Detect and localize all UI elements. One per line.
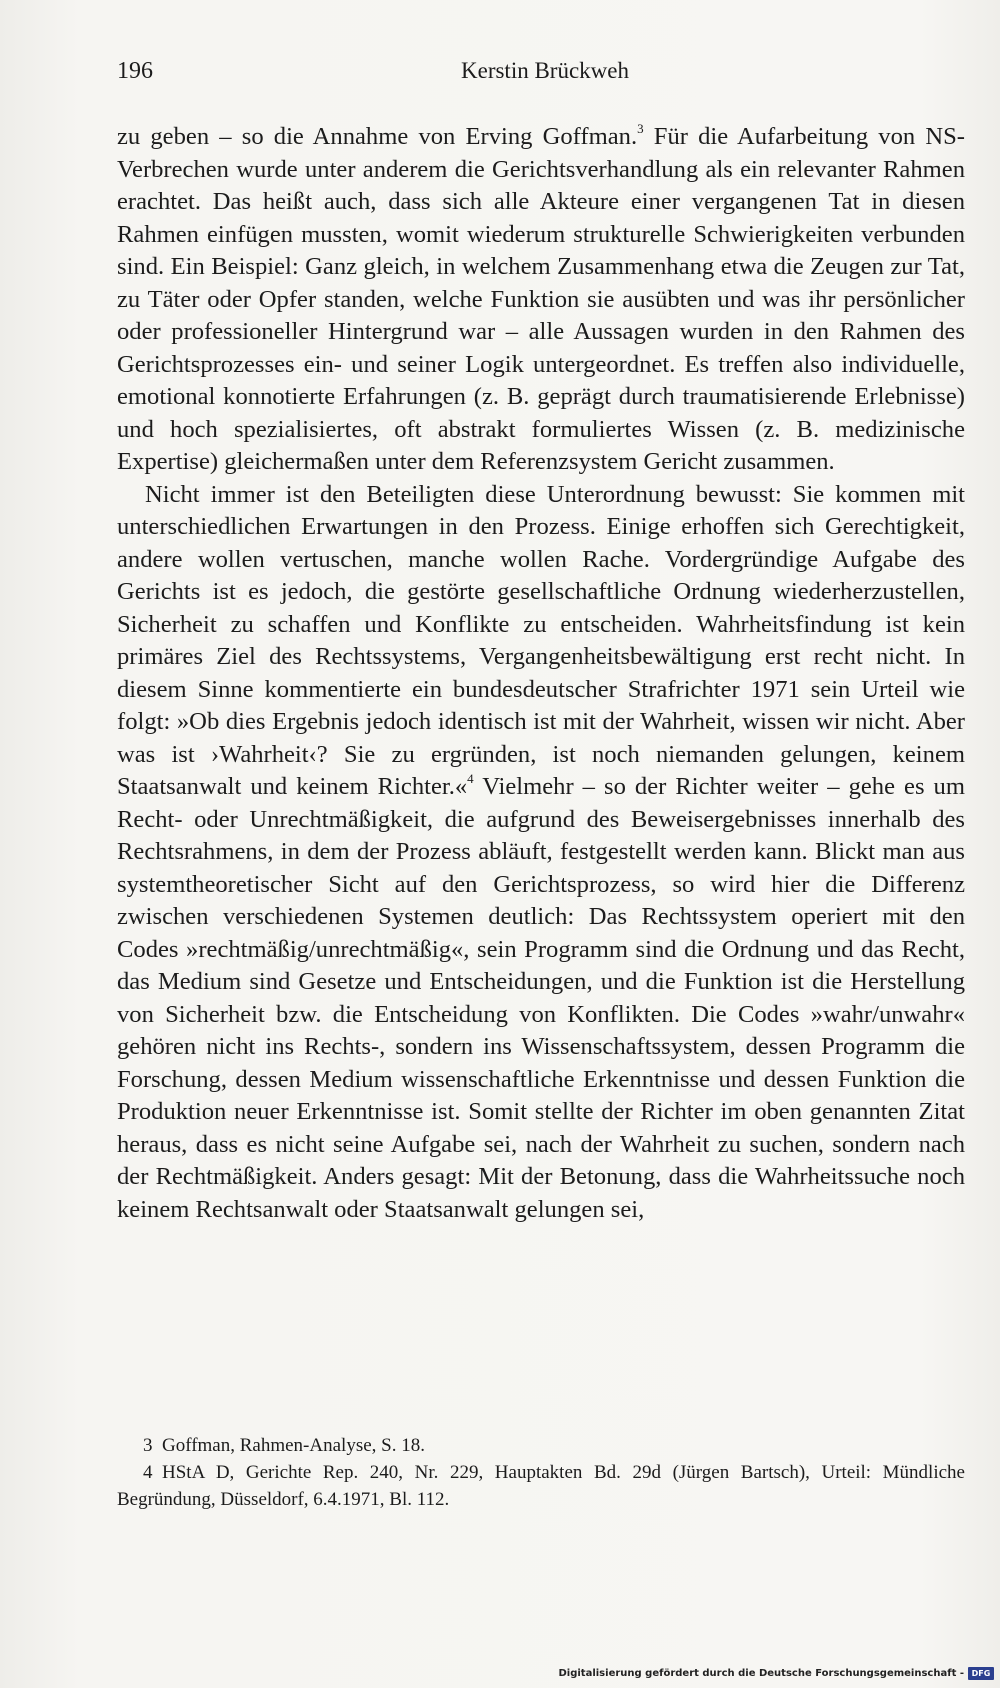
footnote-number: 4 — [143, 1462, 153, 1483]
dfg-logo-icon: DFG — [968, 1667, 994, 1680]
footnote-text: HStA D, Gerichte Rep. 240, Nr. 229, Hauptakten Bd. 29d (Jürgen Bartsch), Urteil: Mündliche Begründung, Düsseldorf, 6.4.1971, Bl. 112. — [117, 1462, 965, 1510]
paragraph-2 — [117, 479, 965, 1227]
running-head — [117, 58, 960, 94]
footnotes — [117, 1432, 965, 1513]
footnote-ref-4[interactable]: 4 — [467, 770, 474, 786]
author-name: Kerstin Brückweh — [461, 58, 629, 83]
paragraph-2-text-a: Nicht immer ist den Beteiligten diese Unterordnung bewusst: Sie kommen mit unterschiedlichen Erwartungen in den Prozess. Einige erhoffen sich Gerechtigkeit, andere wollen vertuschen, manche wollen Rache. Vordergründige Aufgabe des Gerichts ist es jedoch, die gestörte gesellschaftliche Ordnung wiederherzustellen, Sicherheit zu schaffen und Konflikte zu entscheiden. Wahrheitsfindung ist kein primäres Ziel des Rechtssystems, Vergangenheitsbewältigung erst recht nicht. In diesem Sinne kommentierte ein bundesdeutscher Strafrichter 1971 sein Urteil wie folgt: »Ob dies Ergebnis jedoch identisch ist mit der Wahrheit, wissen wir nicht. Aber was ist ›Wahrheit‹? Sie zu ergründen, ist noch niemanden gelungen, keinem Staatsanwalt und keinem Richter.« — [117, 480, 965, 800]
paragraph-1 — [117, 121, 965, 479]
footnote-4 — [117, 1459, 965, 1513]
footnote-3 — [117, 1432, 965, 1459]
body-text — [117, 121, 965, 1226]
paragraph-1-text-b: Für die Aufarbeitung von NS-Verbrechen wurde unter anderem die Gerichtsverhandlung als ein relevanter Rahmen erachtet. Das heißt auch, dass sich alle Akteure einer vergangenen Tat in diesen Rahmen einfügen mussten, womit wiederum strukturelle Schwierigkeiten verbunden sind. Ein Beispiel: Ganz gleich, in welchem Zusammenhang etwa die Zeugen zur Tat, zu Täter oder Opfer standen, welche Funktion sie ausübten und was ihr persönlicher oder professioneller Hintergrund war – alle Aussagen wurden in den Rahmen des Gerichtsprozesses ein- und seiner Logik untergeordnet. Es treffen also individuelle, emotional konnotierte Erfahrungen (z. B. geprägt durch traumatisierende Erlebnisse) und hoch spezialisiertes, oft abstrakt formuliertes Wissen (z. B. medizinische Expertise) gleichermaßen unter dem Referenzsystem Gericht zusammen. — [117, 123, 965, 475]
footnote-number: 3 — [143, 1435, 153, 1456]
footnote-text: Goffman, Rahmen-Analyse, S. 18. — [162, 1435, 425, 1456]
paragraph-2-text-b: Vielmehr – so der Richter weiter – gehe es um Recht- oder Unrechtmäßigkeit, die aufgrund des Beweisergebnisses innerhalb des Rechtsrahmens, in dem der Prozess abläuft, festgestellt werden kann. Blickt man aus systemtheoretischer Sicht auf den Gerichtsprozess, so wird hier die Differenz zwischen verschiedenen Systemen deutlich: Das Rechtssystem operiert mit den Codes »rechtmäßig/unrechtmäßig«, sein Programm sind die Ordnung und das Recht, das Medium sind Gesetze und Entscheidungen, und die Funktion ist die Herstellung von Sicherheit bzw. die Entscheidung von Konflikten. Die Codes »wahr/unwahr« gehören nicht ins Rechts-, sondern ins Wissenschaftssystem, dessen Programm die Forschung, dessen Medium wissenschaftliche Erkenntnisse und dessen Funktion die Produktion neuer Erkenntnisse ist. Somit stellte der Richter im oben genannten Zitat heraus, dass es nicht seine Aufgabe sei, nach der Wahrheit zu suchen, sondern nach der Rechtmäßigkeit. Anders gesagt: Mit der Betonung, dass die Wahrheitssuche noch keinem Rechtsanwalt oder Staatsanwalt gelungen sei, — [117, 773, 965, 1223]
page-number: 196 — [117, 58, 153, 84]
digitization-footer — [558, 1664, 994, 1682]
paragraph-1-text-a: zu geben – so die Annahme von Erving Goffman. — [117, 123, 638, 150]
footer-text: Digitalisierung gefördert durch die Deutsche Forschungsgemeinschaft - — [558, 1667, 964, 1679]
footnote-ref-3[interactable]: 3 — [637, 120, 644, 136]
